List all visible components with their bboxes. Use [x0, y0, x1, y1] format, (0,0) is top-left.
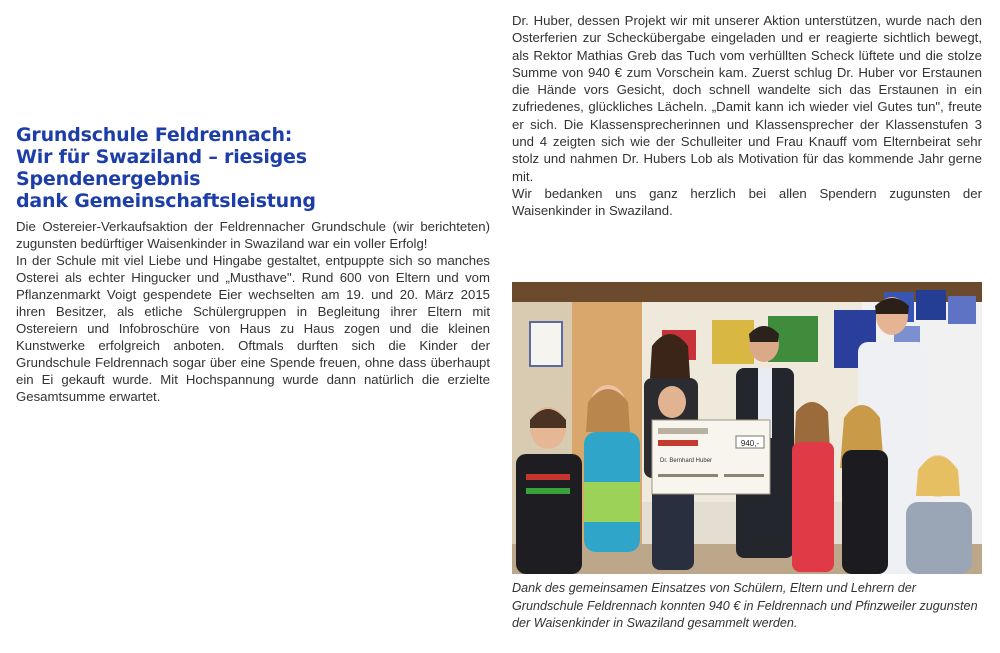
- group-photo: [512, 282, 982, 574]
- intro-paragraph: Die Ostereier-Verkaufsaktion der Feldrennacher Grundschule (wir berichteten) zugunsten bedürftiger Waisenkinder in Swaziland war ein voller Erfolg!: [16, 219, 490, 251]
- cheque-handover-paragraph: Dr. Huber, dessen Projekt wir mit unserer Aktion unterstützen, wurde nach den Osterferien zur Scheckübergabe eingeladen und er reagierte sichtlich bewegt, als Rektor Mathias Greb das Tuch vom verhüllten Scheck lüftete und die stolze Summe von 940 € zum Vorschein kam. Zuerst schlug Dr. Huber vor Erstaunen die Hände vors Gesicht, doch schnell wandelte sich das Erstaunen in ein zufriedenes, glückliches Lächeln. „Damit kann ich wieder viel Gutes tun", freute er sich. Die Klassensprecherinnen und Klassensprecher der Klassenstufen 3 und 4 zeigten sich wie der Schulleiter und Frau Knauff vom Elternbeirat sehr stolz und nahmen Dr. Hubers Lob als Motivation für das kommende Jahr gerne mit.: [512, 13, 982, 184]
- thanks-paragraph: Wir bedanken uns ganz herzlich bei allen Spendern zugunsten der Waisenkinder in Swaziland.: [512, 185, 982, 219]
- headline-line-1: Grundschule Feldrennach:: [16, 124, 293, 146]
- cheque-payee: Dr. Bernhard Huber: [660, 458, 713, 464]
- article-headline: [16, 124, 490, 212]
- left-column: [16, 124, 490, 405]
- cheque: [652, 420, 770, 494]
- body-paragraph: In der Schule mit viel Liebe und Hingabe gestaltet, entpuppte sich so manches Osterei als echter Hingucker und „Musthave". Rund 600 von Eltern und vom Pflanzenmarkt Voigt gespendete Eier wechselten am 19. und 20. März 2015 ihren Besitzer, als etliche Schülergruppen in Begleitung ihrer Eltern mit Ostereiern und Infobroschüre von Haus zu Haus zogen und die kleinen Kunstwerke erfolgreich anboten. Oftmals durften sich die Kinder der Grundschule Feldrennach sogar über eine Spende freuen, ohne dass überhaupt ein Ei gekauft wurde. Mit Hochspannung wurde dann natürlich die erzielte Gesamtsumme erwartet.: [16, 253, 490, 404]
- right-column: [512, 12, 982, 220]
- headline-line-3: dank Gemeinschaftsleistung: [16, 190, 316, 212]
- headline-line-2: Wir für Swaziland – riesiges Spendenergebnis: [16, 146, 307, 190]
- cheque-amount: 940,-: [740, 439, 760, 448]
- photo-caption: Dank des gemeinsamen Einsatzes von Schülern, Eltern und Lehrern der Grundschule Feldrennach konnten 940 € in Feldrennach und Pfinzweiler zugunsten der Waisenkinder in Swaziland gesammelt werden.: [512, 581, 978, 630]
